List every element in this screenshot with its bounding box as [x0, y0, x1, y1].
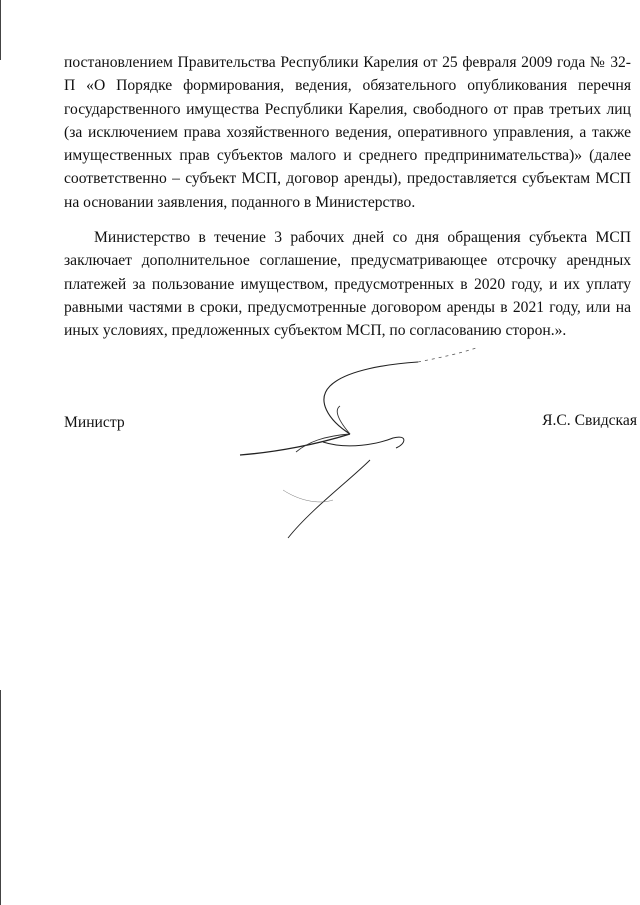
signatory-title: Министр — [64, 414, 125, 431]
scan-edge-mark — [0, 0, 1, 60]
scan-edge-mark — [0, 690, 1, 905]
handwritten-signature — [238, 340, 498, 550]
document-body — [64, 51, 631, 343]
paragraph-2: Министерство в течение 3 рабочих дней со дня обращения субъекта МСП заключает дополнительное соглашение, предусматривающее отсрочку арендных платежей за пользование имуществом, предусмотренных в 2020 году, и их уплату равными частями в сроки, предусмотренные договором аренды в 2021 году, или на иных условиях, предложенных субъектом МСП, по согласованию сторон.». — [64, 229, 631, 340]
signatory-name: Я.С. Свидская — [542, 412, 637, 429]
paragraph-1: постановлением Правительства Республики Карелия от 25 февраля 2009 года № 32-П «О Порядке формирования, ведения, обязательного опубликования перечня государственного имущества Республики Карелия, свободного от прав третьих лиц (за исключением права хозяйственного ведения, оперативного управления, а также имущественных прав субъектов малого и среднего предпринимательства)» (далее соответственно – субъект МСП, договор аренды), предоставляется субъектам МСП на основании заявления, поданного в Министерство. — [64, 54, 631, 211]
